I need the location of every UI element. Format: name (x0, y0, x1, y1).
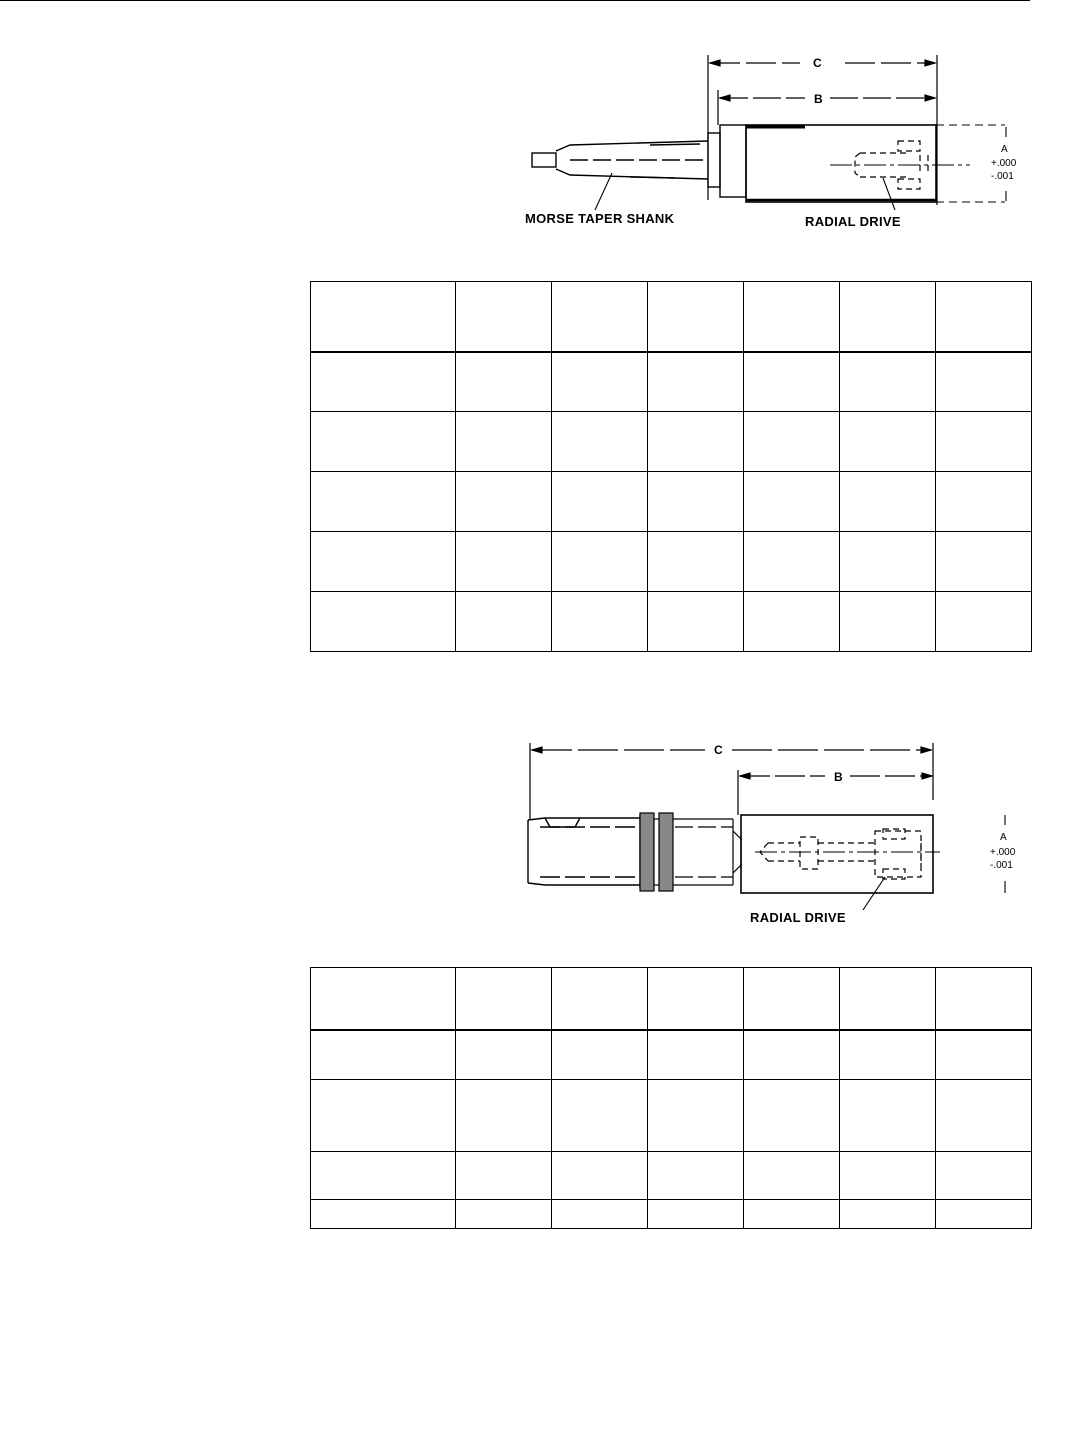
collar (708, 125, 746, 197)
tolerance-minus: -.001 (990, 860, 1013, 871)
table-row (311, 282, 1032, 352)
radial-drive-label: RADIAL DRIVE (805, 214, 901, 229)
radial-drive-hidden-lines (760, 829, 921, 879)
table-row (311, 532, 1032, 592)
holder-body (741, 815, 933, 893)
shank-leader (595, 173, 612, 210)
radial-drive-label: RADIAL DRIVE (750, 910, 846, 925)
table-row (311, 1152, 1032, 1200)
knurled-rings (640, 813, 741, 891)
holder-body (746, 125, 936, 202)
dimension-c (708, 55, 937, 205)
dimension-a-label: A (1000, 832, 1007, 843)
table-row (311, 352, 1032, 412)
table-row (311, 1080, 1032, 1152)
table-row (311, 592, 1032, 652)
table-row (311, 1200, 1032, 1229)
straight-shank (528, 815, 640, 888)
dimension-b (718, 90, 935, 125)
tolerance-plus: +.000 (991, 158, 1017, 169)
drive-leader (883, 178, 895, 210)
spec-table-1 (310, 281, 1032, 652)
dimension-c-label: C (813, 56, 822, 70)
dimension-c-label: C (714, 743, 723, 757)
page-top-rule (0, 0, 1030, 1)
table-row (311, 968, 1032, 1030)
straight-shank-holder-drawing (500, 735, 1030, 935)
morse-taper-shank (532, 141, 708, 179)
morse-taper-shank-label: MORSE TAPER SHANK (525, 211, 675, 226)
dimension-c (530, 743, 933, 820)
spec-table-2 (310, 967, 1032, 1229)
dimension-b-label: B (814, 92, 823, 106)
dimension-b-label: B (834, 770, 843, 784)
table-row (311, 1030, 1032, 1080)
tolerance-plus: +.000 (990, 847, 1016, 858)
morse-taper-holder-drawing (500, 45, 1020, 245)
tolerance-minus: -.001 (991, 171, 1014, 182)
table-row (311, 472, 1032, 532)
table-row (311, 412, 1032, 472)
dimension-a-label: A (1001, 144, 1008, 155)
